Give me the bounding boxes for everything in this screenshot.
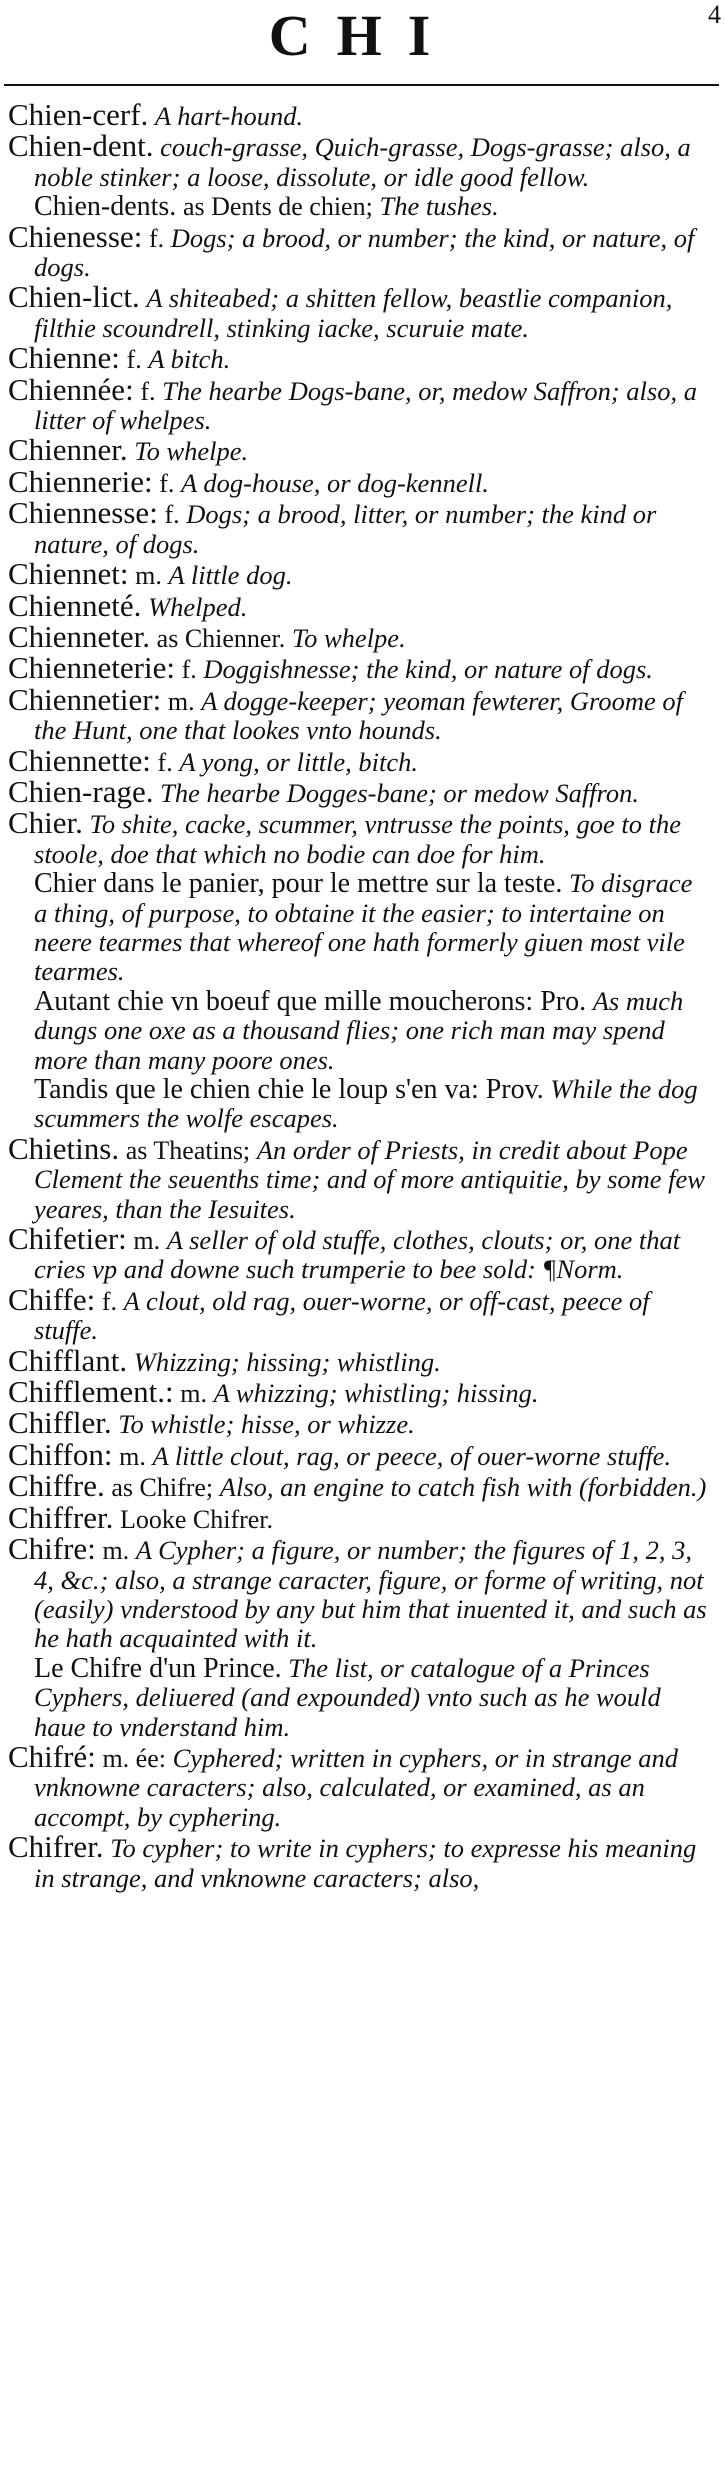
- entry-headword: Chiennette:: [8, 742, 151, 778]
- entry-definition: As much dungs one oxe as a thousand flies; one rich man may spend more than many poore ones.: [34, 985, 684, 1075]
- entry-definition: Doggishnesse; the kind, or nature of dogs.: [203, 654, 653, 685]
- entry-headword: Chien-rage.: [8, 773, 154, 809]
- entry-headword: Chien-dents.: [34, 191, 177, 223]
- entry-definition: A whizzing; whistling; hissing.: [213, 1378, 539, 1409]
- entry-definition: The tushes.: [379, 191, 499, 222]
- entry-definition: couch-grasse, Quich-grasse, Dogs-grasse; also, a noble stinker; a loose, dissolute, or idle good fellow.: [34, 132, 691, 192]
- entry-headword: Chien-dent.: [8, 128, 154, 164]
- entry-headword: Chifrer.: [8, 1829, 104, 1865]
- entry-headword: Chienesse:: [8, 218, 143, 254]
- entry-headword: Le Chifre d'un Prince.: [34, 1652, 282, 1684]
- entry-headword: Chienneterie:: [8, 650, 175, 686]
- dictionary-entry: [8, 1499, 708, 1535]
- entry-definition: A seller of old stuffe, clothes, clouts; or, one that cries vp and downe such trumperie to bee sold: ¶Norm.: [34, 1225, 681, 1285]
- entry-headword: Chienneter.: [8, 618, 151, 654]
- header-rule: [4, 84, 719, 86]
- entry-grammar: f.: [126, 345, 142, 375]
- entry-definition: To disgrace a thing, of purpose, to obtaine it the easier; to intertaine on neere tearmes that whereof one hath formerly giuen most vile tearmes.: [34, 868, 693, 987]
- entry-definition: Whizzing; hissing; whistling.: [133, 1346, 441, 1377]
- entry-headword: Chiffon:: [8, 1436, 113, 1472]
- dictionary-entry: [8, 869, 708, 987]
- entry-definition: A Cypher; a figure, or number; the figures of 1, 2, 3, 4, &c.; also, a strange caracter, figure, or forme of writing, not (easily) vnderstood by any but him that inuented it, and such as he hath acquainted with it.: [34, 1535, 707, 1654]
- entry-headword: Chifflant.: [8, 1342, 128, 1378]
- entry-headword: Autant chie vn boeuf que mille moucherons: Pro.: [34, 985, 587, 1017]
- entry-headword: Chiennet:: [8, 556, 129, 592]
- entry-grammar: m. ée:: [102, 1743, 166, 1773]
- entry-definition: A shiteabed; a shitten fellow, beastlie companion, filthie scoundrell, stinking iacke, scuruie mate.: [34, 283, 673, 343]
- entry-definition: A little clout, rag, or peece, of ouer-worne stuffe.: [152, 1440, 672, 1471]
- dictionary-entry: [8, 618, 708, 654]
- entry-definition: Whelped.: [148, 591, 248, 622]
- entry-grammar: as Chifre;: [111, 1473, 214, 1503]
- dictionary-entry: [8, 495, 708, 559]
- entry-definition: A dog-house, or dog-kennell.: [181, 467, 489, 498]
- dictionary-entry: [8, 987, 708, 1075]
- entry-headword: Chiffler.: [8, 1405, 112, 1441]
- entry-grammar: m.: [102, 1536, 130, 1566]
- dictionary-entry: [8, 463, 708, 499]
- entry-definition: A yong, or little, bitch.: [179, 746, 419, 777]
- entry-grammar: m.: [119, 1441, 146, 1471]
- entry-headword: Chifré:: [8, 1738, 96, 1774]
- dictionary-entry: [8, 192, 708, 221]
- dictionary-entry: [8, 1468, 708, 1504]
- entry-definition: The hearbe Dogges-bane; or medow Saffron.: [160, 777, 639, 808]
- dictionary-entry: [8, 279, 708, 343]
- entry-headword: Chifre:: [8, 1531, 96, 1567]
- entry-definition: The list, or catalogue of a Princes Cyphers, deliuered (and expounded) vnto such as he would haue to vnderstand him.: [34, 1652, 661, 1742]
- page-header: [0, 0, 725, 96]
- corner-mark: 4: [708, 0, 721, 29]
- dictionary-entry: [8, 1405, 708, 1441]
- entry-headword: Chienneté.: [8, 587, 142, 623]
- entry-headword: Chien-cerf.: [8, 97, 149, 132]
- dictionary-entry: [8, 1531, 708, 1654]
- entry-definition: While the dog scummers the wolfe escapes.: [34, 1074, 698, 1134]
- entry-headword: Chiffrer.: [8, 1499, 114, 1535]
- entry-headword: Chier dans le panier, pour le mettre sur la teste.: [34, 868, 563, 900]
- entry-headword: Chiennetier:: [8, 681, 162, 717]
- entry-headword: Chifetier:: [8, 1221, 127, 1257]
- dictionary-entry: [8, 340, 708, 376]
- entry-grammar: f.: [101, 1286, 118, 1316]
- dictionary-entry: [8, 1829, 708, 1893]
- entry-definition: The hearbe Dogs-bane, or, medow Saffron; also, a litter of whelpes.: [34, 375, 697, 436]
- entry-headword: Chien-lict.: [8, 279, 140, 315]
- entry-grammar: m.: [180, 1379, 207, 1409]
- entry-definition: An order of Priests, in credit about Pope Clement the seuenths time; and of more antiquitie, by some few yeares, than the Iesuites.: [34, 1134, 705, 1224]
- entry-grammar: f.: [181, 655, 197, 685]
- entry-definition: To whelpe.: [134, 436, 249, 467]
- entry-definition: A little dog.: [168, 560, 293, 591]
- entry-headword: Chienne:: [8, 340, 120, 376]
- entry-headword: Chifflement.:: [8, 1374, 174, 1410]
- entry-definition: Dogs; a brood, litter, or number; the kind or nature, of dogs.: [34, 499, 657, 559]
- dictionary-entry: [8, 371, 708, 436]
- entry-grammar: f.: [140, 376, 156, 406]
- entry-definition: To shite, cacke, scummer, vntrusse the points, goe to the stoole, doe that which no bodie can doe for him.: [34, 809, 682, 869]
- entry-headword: Tandis que le chien chie le loup s'en va: Prov.: [34, 1074, 544, 1105]
- entry-definition: To whelpe.: [291, 622, 406, 653]
- entry-headword: Chiffe:: [8, 1281, 96, 1317]
- entry-grammar: as Chienner.: [156, 623, 286, 653]
- entry-headword: Chiffre.: [8, 1468, 105, 1504]
- entry-grammar: f.: [159, 468, 175, 498]
- dictionary-entry: [8, 650, 708, 686]
- dictionary-entry: [8, 1738, 708, 1832]
- dictionary-column: [8, 97, 708, 1893]
- entry-definition: Also, an engine to catch fish with (forbidden.): [219, 1472, 707, 1503]
- entry-definition: To cypher; to write in cyphers; to expresse his meaning in strange, and vnknowne caracters; also,: [34, 1833, 697, 1893]
- dictionary-entry: [8, 1374, 708, 1410]
- entry-headword: Chiennée:: [8, 371, 134, 407]
- entry-grammar: as Theatins;: [125, 1135, 251, 1165]
- dictionary-entry: [8, 742, 708, 778]
- dictionary-entry: [8, 1654, 708, 1742]
- entry-definition: Dogs; a brood, or number; the kind, or nature, of dogs.: [34, 222, 695, 283]
- entry-grammar: Looke Chifrer.: [119, 1504, 274, 1534]
- entry-definition: A dogge-keeper; yeoman fewterer, Groome of the Hunt, one that lookes vnto hounds.: [34, 685, 683, 746]
- entry-grammar: f.: [157, 747, 173, 777]
- dictionary-entry: [8, 97, 708, 132]
- entry-definition: To whistle; hisse, or whizze.: [118, 1409, 415, 1440]
- entry-headword: Chiennesse:: [8, 495, 158, 531]
- entry-headword: Chietins.: [8, 1130, 120, 1166]
- dictionary-entry: [8, 1221, 708, 1285]
- entry-grammar: as Dents de chien;: [182, 192, 373, 222]
- dictionary-entry: [8, 1281, 708, 1346]
- dictionary-entry: [8, 773, 708, 809]
- page-title: CHI: [268, 3, 457, 68]
- dictionary-entry: [8, 1130, 708, 1224]
- dictionary-entry: [8, 432, 708, 468]
- dictionary-entry: [8, 128, 708, 192]
- dictionary-entry: [8, 587, 708, 623]
- entry-definition: A clout, old rag, ouer-worne, or off-cast, peece of stuffe.: [34, 1285, 650, 1346]
- dictionary-entry: [8, 681, 708, 746]
- entry-definition: A hart-hound.: [154, 101, 304, 131]
- dictionary-entry: [8, 1436, 708, 1472]
- entry-grammar: m.: [135, 561, 162, 591]
- dictionary-entry: [8, 1342, 708, 1378]
- entry-grammar: m.: [167, 686, 195, 716]
- entry-definition: A bitch.: [148, 344, 231, 375]
- entry-grammar: f.: [164, 500, 180, 530]
- dictionary-entry: [8, 1075, 708, 1134]
- entry-grammar: f.: [148, 223, 165, 253]
- dictionary-entry: [8, 556, 708, 592]
- entry-definition: Cyphered; written in cyphers, or in strange and vnknowne caracters; also, calculated, or examined, as an accompt, by cyphering.: [34, 1742, 678, 1832]
- entry-headword: Chier.: [8, 805, 83, 841]
- dictionary-entry: [8, 218, 708, 283]
- entry-headword: Chienner.: [8, 432, 128, 468]
- dictionary-entry: [8, 805, 708, 869]
- entry-grammar: m.: [133, 1226, 161, 1256]
- entry-headword: Chiennerie:: [8, 463, 153, 499]
